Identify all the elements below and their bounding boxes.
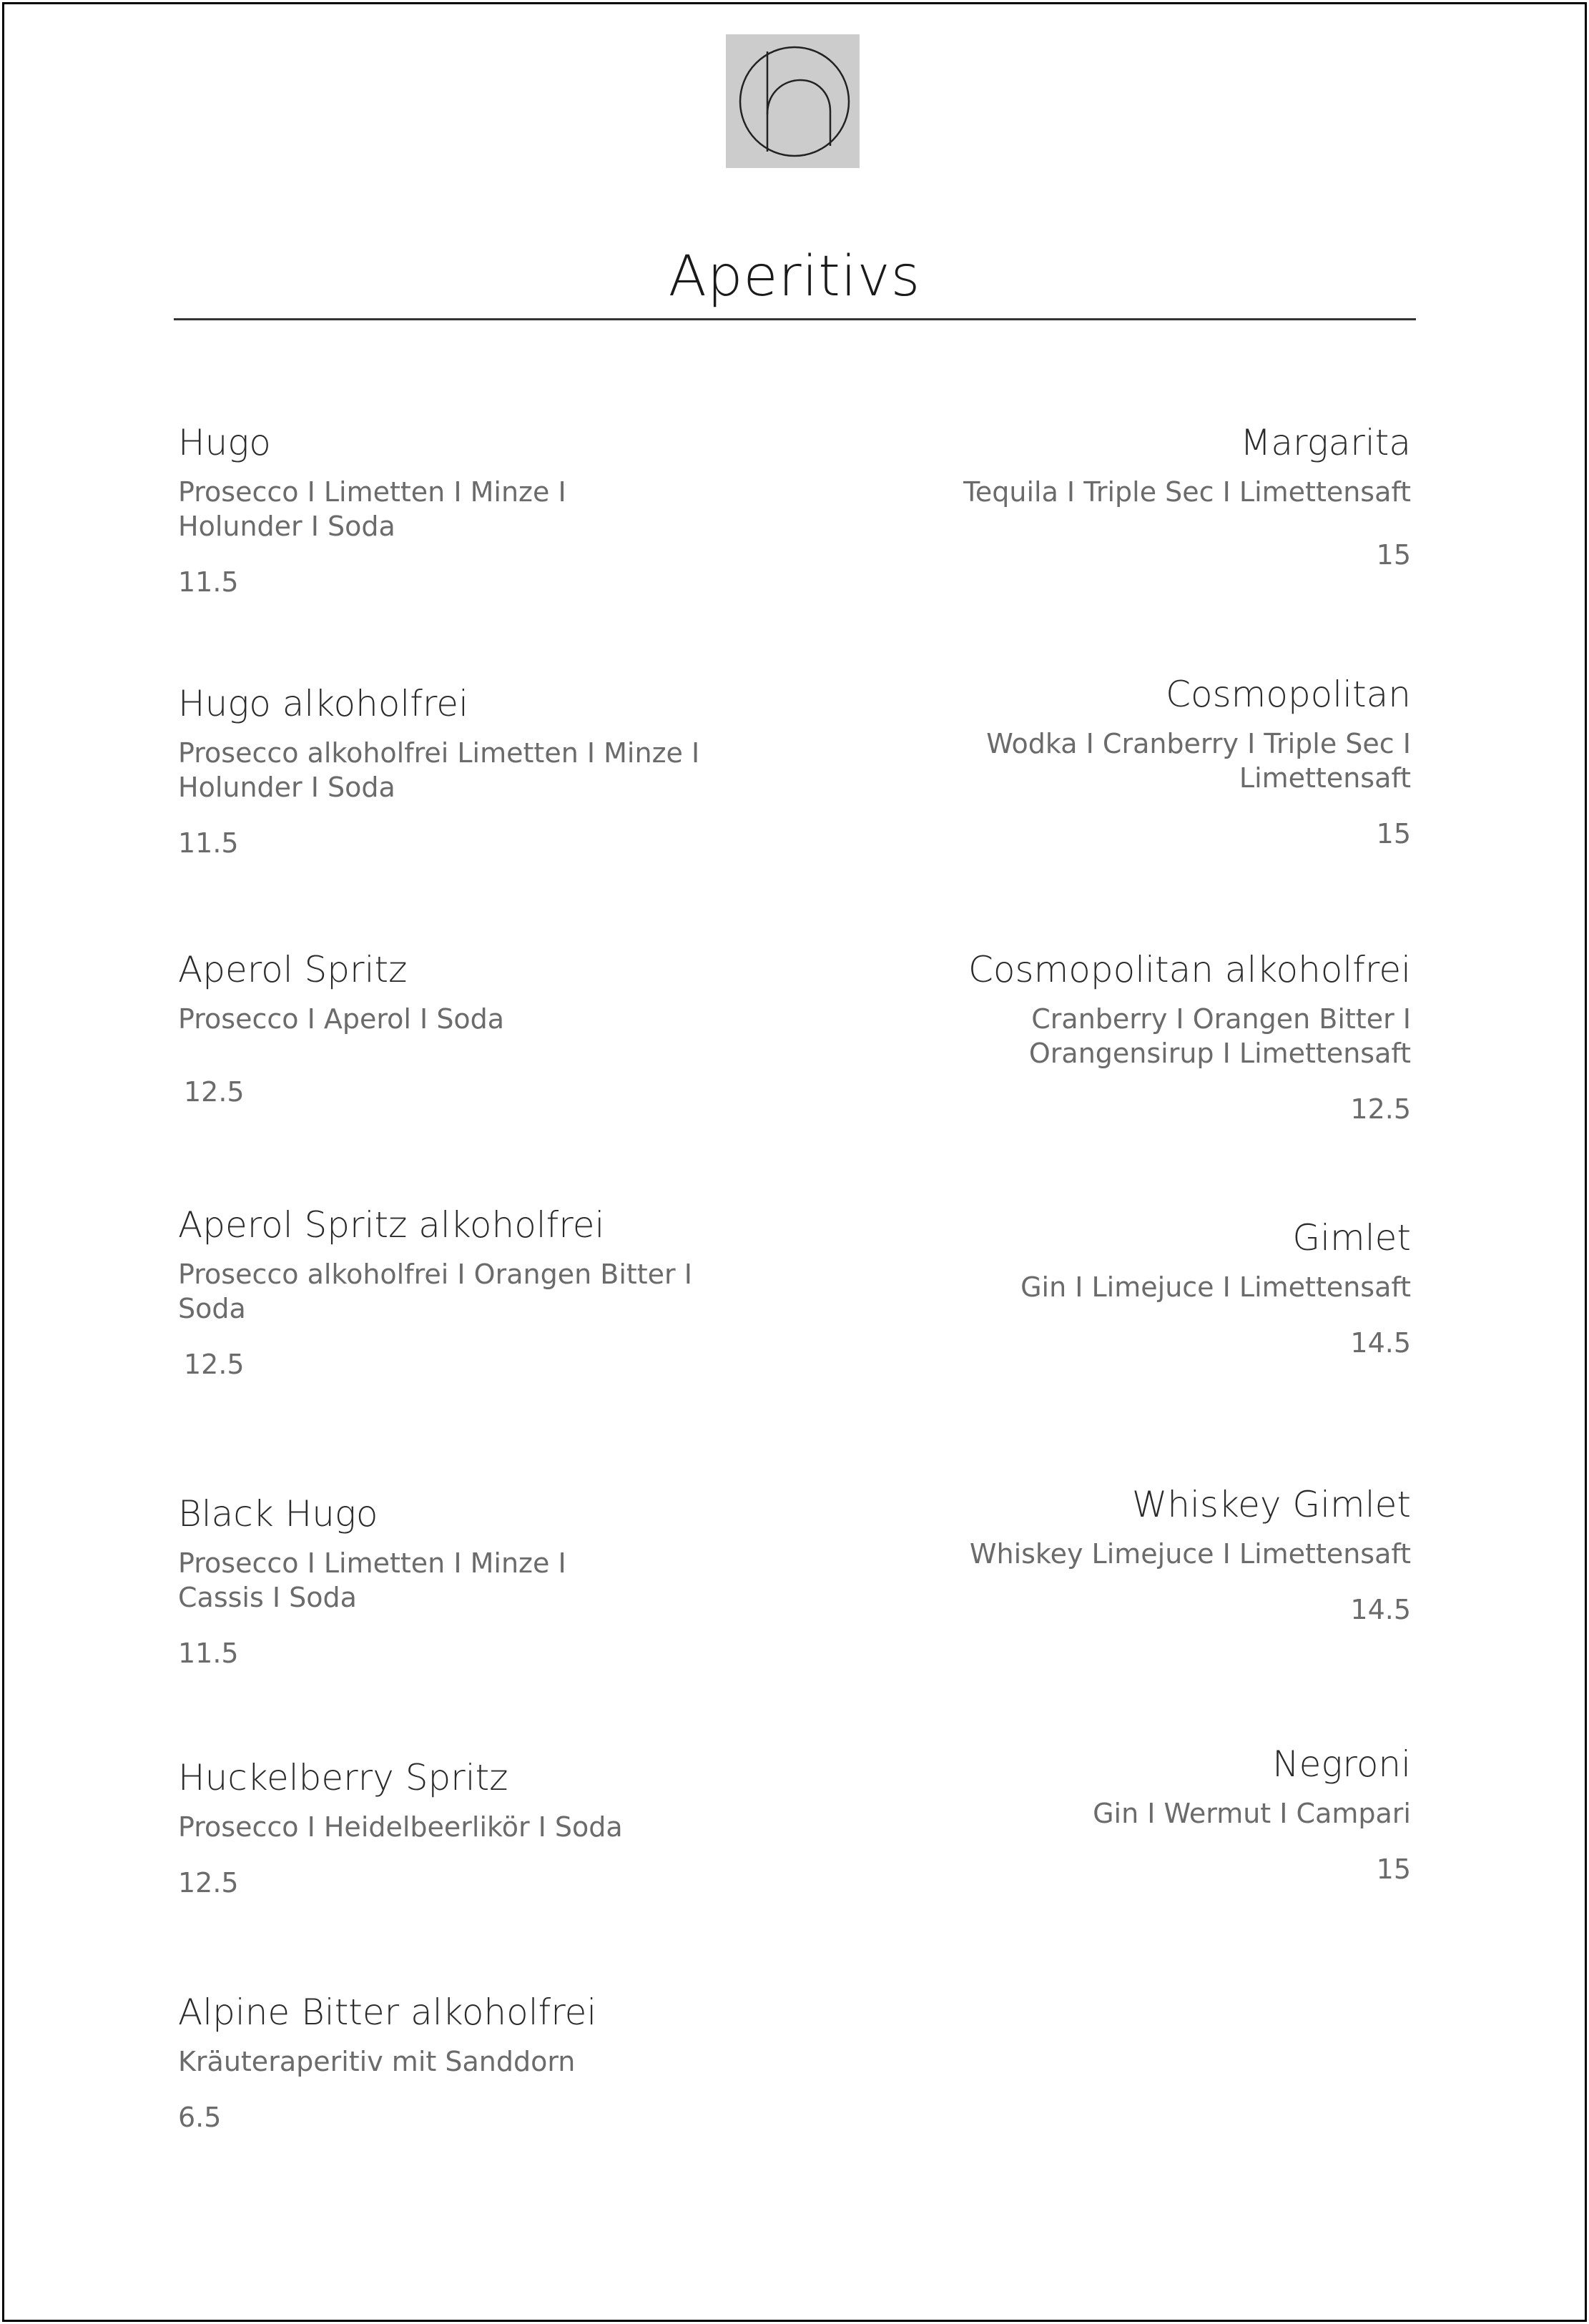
item-name: Negroni bbox=[1272, 1743, 1411, 1785]
title-divider bbox=[174, 318, 1416, 320]
item-price: 12.5 bbox=[184, 1349, 245, 1380]
item-description: Cranberry I Orangen Bitter I Orangensirup I Limettensaft bbox=[1028, 1003, 1411, 1069]
menu-item bbox=[853, 420, 1411, 572]
item-description: Prosecco I Limetten I Minze I Cassis I Soda bbox=[178, 1547, 566, 1613]
page-border bbox=[2, 2, 1587, 2322]
menu-item bbox=[853, 672, 1411, 851]
item-price: 15 bbox=[1376, 539, 1411, 571]
item-description: Prosecco alkoholfrei I Orangen Bitter I Soda bbox=[178, 1259, 692, 1324]
item-name: Hugo bbox=[178, 422, 271, 463]
item-name: Cosmopolitan alkoholfrei bbox=[968, 949, 1411, 990]
item-name: Huckelberry Spritz bbox=[178, 1757, 508, 1798]
item-name: Aperol Spritz bbox=[178, 949, 408, 990]
h-monogram-icon bbox=[726, 34, 860, 168]
menu-item bbox=[178, 1756, 736, 1900]
item-price: 11.5 bbox=[178, 566, 239, 598]
item-price: 12.5 bbox=[1350, 1093, 1411, 1125]
item-description: Prosecco I Heidelbeerlikör I Soda bbox=[178, 1811, 623, 1843]
menu-item bbox=[178, 947, 736, 1109]
item-price: 14.5 bbox=[1350, 1594, 1411, 1625]
item-description: Gin I Wermut I Campari bbox=[1093, 1798, 1411, 1829]
item-description: Gin I Limejuce I Limettensaft bbox=[1020, 1271, 1411, 1303]
item-price: 12.5 bbox=[178, 1867, 239, 1899]
item-description: Whiskey Limejuce I Limettensaft bbox=[969, 1538, 1411, 1570]
item-price: 11.5 bbox=[178, 827, 239, 859]
item-price: 15 bbox=[1376, 818, 1411, 850]
menu-item bbox=[178, 681, 736, 860]
menu-item bbox=[178, 1203, 736, 1382]
item-name: Cosmopolitan bbox=[1166, 674, 1411, 715]
menu-item bbox=[178, 1990, 736, 2135]
menu-item bbox=[853, 1742, 1411, 1886]
item-name: Black Hugo bbox=[178, 1493, 378, 1535]
item-name: Hugo alkoholfrei bbox=[178, 683, 468, 724]
item-price: 15 bbox=[1376, 1853, 1411, 1885]
item-name: Gimlet bbox=[1292, 1217, 1411, 1259]
item-description: Wodka I Cranberry I Triple Sec I Limettensaft bbox=[986, 728, 1411, 794]
logo bbox=[726, 34, 860, 168]
menu-item bbox=[178, 1492, 736, 1670]
item-description: Kräuteraperitiv mit Sanddorn bbox=[178, 2046, 576, 2077]
item-description: Tequila I Triple Sec I Limettensaft bbox=[963, 476, 1411, 508]
item-price: 6.5 bbox=[178, 2102, 222, 2133]
item-price: 12.5 bbox=[184, 1076, 245, 1108]
item-price: 11.5 bbox=[178, 1638, 239, 1669]
page-title: Aperitivs bbox=[668, 245, 921, 309]
menu-item bbox=[853, 1482, 1411, 1627]
item-price: 14.5 bbox=[1350, 1327, 1411, 1359]
item-description: Prosecco I Aperol I Soda bbox=[178, 1003, 505, 1035]
menu-item bbox=[853, 947, 1411, 1126]
item-description: Prosecco I Limetten I Minze I Holunder I Soda bbox=[178, 476, 566, 542]
item-name: Alpine Bitter alkoholfrei bbox=[178, 1991, 597, 2033]
item-name: Margarita bbox=[1240, 422, 1411, 463]
menu-item bbox=[178, 420, 736, 599]
item-name: Whiskey Gimlet bbox=[1131, 1484, 1411, 1525]
item-name: Aperol Spritz alkoholfrei bbox=[178, 1204, 605, 1246]
menu-item bbox=[853, 1216, 1411, 1360]
item-description: Prosecco alkoholfrei Limetten I Minze I Holunder I Soda bbox=[178, 737, 700, 803]
